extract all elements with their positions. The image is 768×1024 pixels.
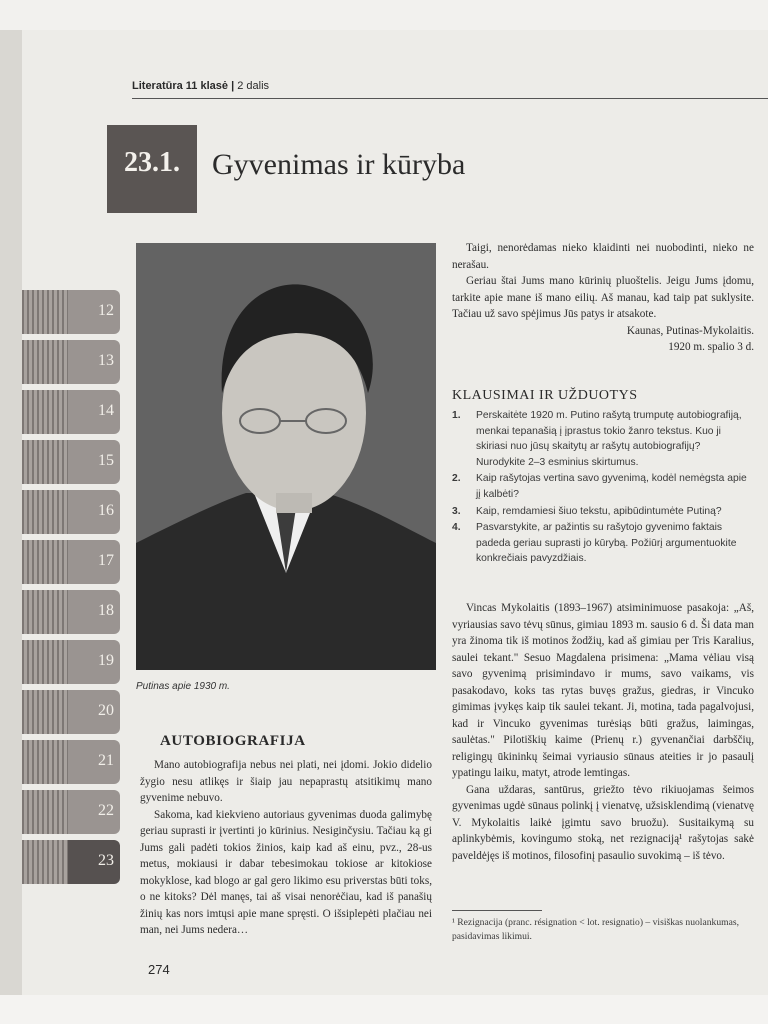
tab-18[interactable]: 18 bbox=[22, 590, 120, 634]
footnote-rule bbox=[452, 910, 542, 911]
top-background bbox=[0, 0, 768, 30]
tab-20[interactable]: 20 bbox=[22, 690, 120, 734]
page-edge bbox=[0, 30, 22, 995]
bottom-background bbox=[0, 995, 768, 1024]
tab-19[interactable]: 19 bbox=[22, 640, 120, 684]
question-item: 2. Kaip rašytojas vertina savo gyvenimą, kodėl nemėgsta apie jį kalbėti? bbox=[452, 473, 747, 500]
tab-15[interactable]: 15 bbox=[22, 440, 120, 484]
page-number: 274 bbox=[148, 962, 170, 977]
letter-ending bbox=[452, 240, 754, 356]
chapter-title: Gyvenimas ir kūryba bbox=[212, 148, 466, 181]
chapter-number-box bbox=[107, 125, 197, 213]
letter-date: 1920 m. spalio 3 d. bbox=[668, 341, 754, 353]
tab-13[interactable]: 13 bbox=[22, 340, 120, 384]
biography-paragraph: Vincas Mykolaitis (1893–1967) atsiminimuose pasakoja: „Aš, vyriausias savo tėvų sūnus, gimiau 1893 m. sausio 6 d. Ši data man yra žinoma tik iš motinos žodžių, kad aš gimiau per Tris Karalius, saulei tekant." Sesuo Magdalena prisimena: „Mama vėliau visą savo gyvenimą prisimindavo ir mums, savo vaikams, vis pasakodavo, koks tas rytas buvęs gražus, giedras, ir Vincuko gimimas įvykęs kaip tik saulei tekant. Ji, motina, tada pagalvojusi, kad ir Vincuko gyvenimas turėsiąs būti gražus, laimingas, saulėtas." Pilotiškių kaime (Prienų r.) gyvenančiai darbščių, religingų ūkininkų šeimai vyriausio sūnaus ateities ir jo pasaulį ypatingu laiku, matyt, atrode lemtingas. bbox=[452, 602, 754, 779]
letter-signature: Kaunas, Putinas-Mykolaitis. bbox=[626, 324, 754, 337]
author-portrait bbox=[136, 243, 436, 670]
tab-21[interactable]: 21 bbox=[22, 740, 120, 784]
question-item: 3. Kaip, remdamiesi šiuo tekstu, apibūdintumėte Putiną? bbox=[452, 505, 722, 517]
tab-23[interactable]: 23 bbox=[22, 840, 120, 884]
tab-17[interactable]: 17 bbox=[22, 540, 120, 584]
biography-paragraph: Gana uždaras, santūrus, griežto tėvo rikiuojamas šeimos gyvenimas ugdė sūnaus polinkį į vienatvę, užsisklendimą (vienatvę V. Mykolaitis laikė įgimtu savo bruožu). Susitaikymą su aplinkybėmis, kovingumo stoką, net rezignaciją¹ rašytojas sakė paveldėjęs iš motinos, filosofinį pasaulio suvokimą – iš tėvo. bbox=[452, 783, 754, 862]
letter-paragraph: Geriau štai Jums mano kūrinių pluoštelis. Jeigu Jums įdomu, tarkite apie mane iš mano eilių. Aš manau, kad taip pat suklysite. Tačiau už savo spėjimus Jūs patys ir atsakote. bbox=[452, 275, 754, 320]
question-item: 4. Pasvarstykite, ar pažintis su rašytojo gyvenimo faktais padeda geriau suprasti jo kūrybą. Požiūrį argumentuokite konkrečiais pavyzdžiais. bbox=[452, 522, 737, 565]
autobiography-text bbox=[140, 757, 432, 939]
question-item: 1. Perskaitėte 1920 m. Putino rašytą trumputę autobiografiją, menkai tepanašią į įprastus tokio žanro tekstus. Kuo ji skiriasi nuo jūsų skaitytų ar rašytų autobiografijų? Nurodykite 2–3 esminius skirtumus. bbox=[452, 410, 742, 468]
photo-caption: Putinas apie 1930 m. bbox=[136, 681, 230, 692]
autobiography-paragraph: Sakoma, kad kiekvieno autoriaus gyvenimas duoda galimybę geriau suprasti ir įvertinti jo kūrinius. Nesiginčysiu. Tačiau ką gi Jums gali padėti tokios žinios, kaip kad aš einu, pvz., 28-us metus, mokiausi ir dabar tebesimokau tokiose ar kitokiose mokyklose, kad blogo ar gal gero likimo esu priverstas būti toks, o ne kitoks? Dėl manęs, tai aš visai nenorėčiau, kad iš panašių žinių kas nors imtųsi apie mane spręsti. O išsiplepėti plačiau nei man, nei Jums nedera… bbox=[140, 808, 432, 936]
letter-paragraph: Taigi, nenorėdamas nieko klaidinti nei nuobodinti, nieko ne nerašau. bbox=[452, 242, 754, 271]
tab-12[interactable]: 12 bbox=[22, 290, 120, 334]
biography-text bbox=[452, 600, 754, 864]
book-title: Literatūra 11 klasė bbox=[132, 80, 229, 92]
footnote: ¹ Rezignacija (pranc. résignation < lot. resignatio) – visiškas nuolankumas, pasidavimas likimui. bbox=[452, 917, 739, 942]
autobiography-heading: AUTOBIOGRAFIJA bbox=[160, 733, 306, 749]
header-rule bbox=[132, 98, 768, 99]
questions-heading: KLAUSIMAI IR UŽDUOTYS bbox=[452, 388, 638, 403]
running-head: Literatūra 11 klasė | 2 dalis bbox=[132, 80, 270, 92]
autobiography-paragraph: Mano autobiografija nebus nei plati, nei įdomi. Jokio didelio žygio nesu atlikęs ir šiaip jau nepaprastų atsitikimų mano gyvenime nebuvo. bbox=[140, 759, 432, 804]
questions-list bbox=[452, 408, 752, 568]
tab-16[interactable]: 16 bbox=[22, 490, 120, 534]
book-part: 2 dalis bbox=[237, 80, 270, 92]
chapter-number: 23.1. bbox=[124, 147, 180, 178]
tab-22[interactable]: 22 bbox=[22, 790, 120, 834]
tab-14[interactable]: 14 bbox=[22, 390, 120, 434]
